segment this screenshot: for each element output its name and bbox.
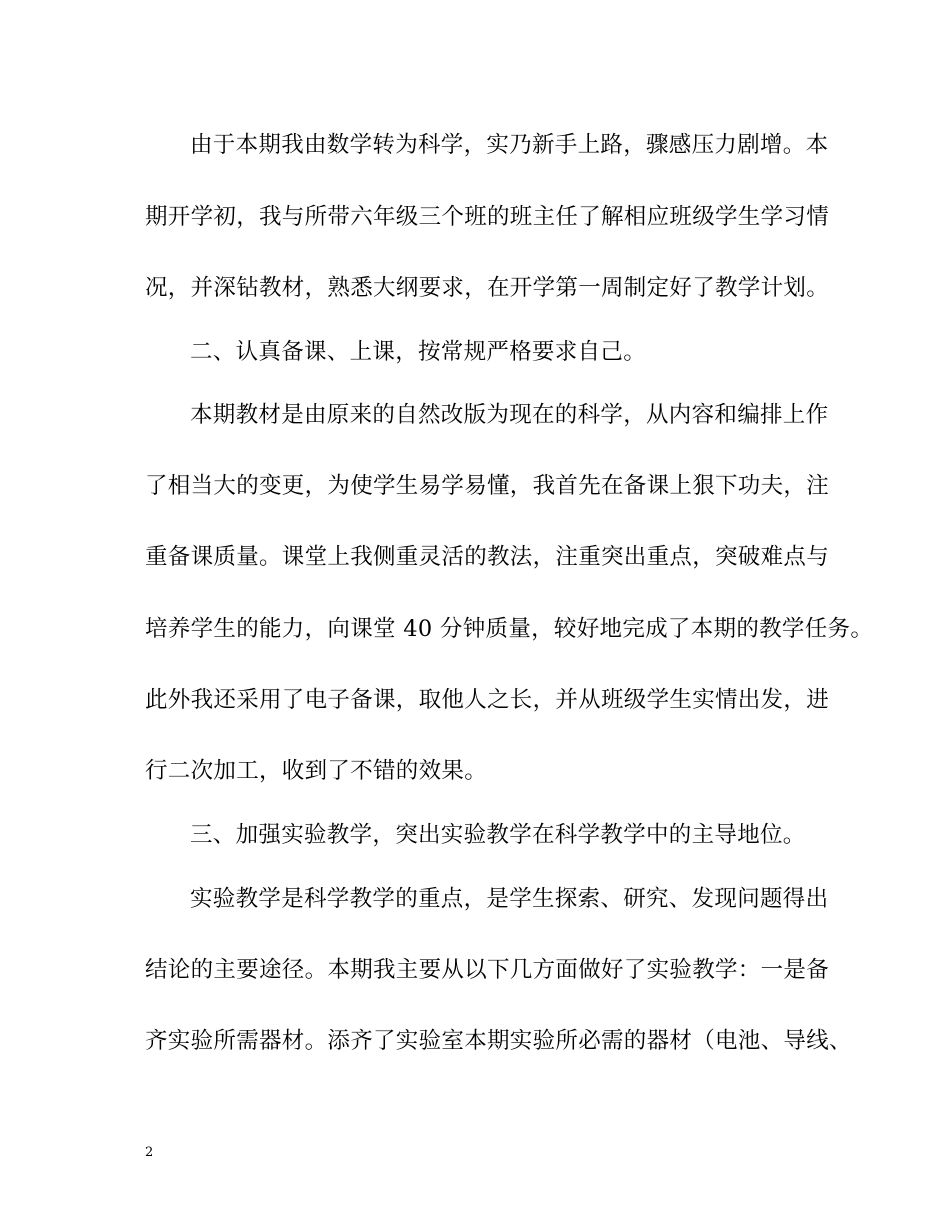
paragraph-line-5: 本期教材是由原来的自然改版为现在的科学，从内容和编排上作: [190, 402, 829, 428]
paragraph-line-8: 培养学生的能力，向课堂 40 分钟质量，较好地完成了本期的教学任务。: [145, 616, 874, 642]
section-heading-2: 二、认真备课、上课，按常规严格要求自己。: [190, 339, 647, 365]
paragraph-line-9: 此外我还采用了电子备课，取他人之长，并从班级学生实情出发，进: [145, 687, 830, 713]
paragraph-line-13: 结论的主要途径。本期我主要从以下几方面做好了实验教学：一是备: [145, 957, 830, 983]
page-number: 2: [145, 1145, 154, 1160]
paragraph-line-2: 期开学初，我与所带六年级三个班的班主任了解相应班级学生学习情: [145, 204, 830, 230]
section-heading-3: 三、加强实验教学，突出实验教学在科学教学中的主导地位。: [190, 822, 806, 848]
paragraph-line-14: 齐实验所需器材。添齐了实验室本期实验所必需的器材（电池、导线、: [145, 1028, 852, 1054]
paragraph-line-7: 重备课质量。课堂上我侧重灵活的教法，注重突出重点，突破难点与: [145, 544, 830, 570]
paragraph-line-3: 况，并深钻教材，熟悉大纲要求，在开学第一周制定好了教学计划。: [145, 275, 830, 301]
paragraph-line-6: 了相当大的变更，为使学生易学易懂，我首先在备课上狠下功夫，注: [145, 473, 830, 499]
paragraph-line-10: 行二次加工，收到了不错的效果。: [145, 758, 488, 784]
paragraph-line-1: 由于本期我由数学转为科学，实乃新手上路，骤感压力剧增。本: [190, 132, 829, 158]
paragraph-line-12: 实验教学是科学教学的重点，是学生探索、研究、发现问题得出: [190, 886, 829, 912]
